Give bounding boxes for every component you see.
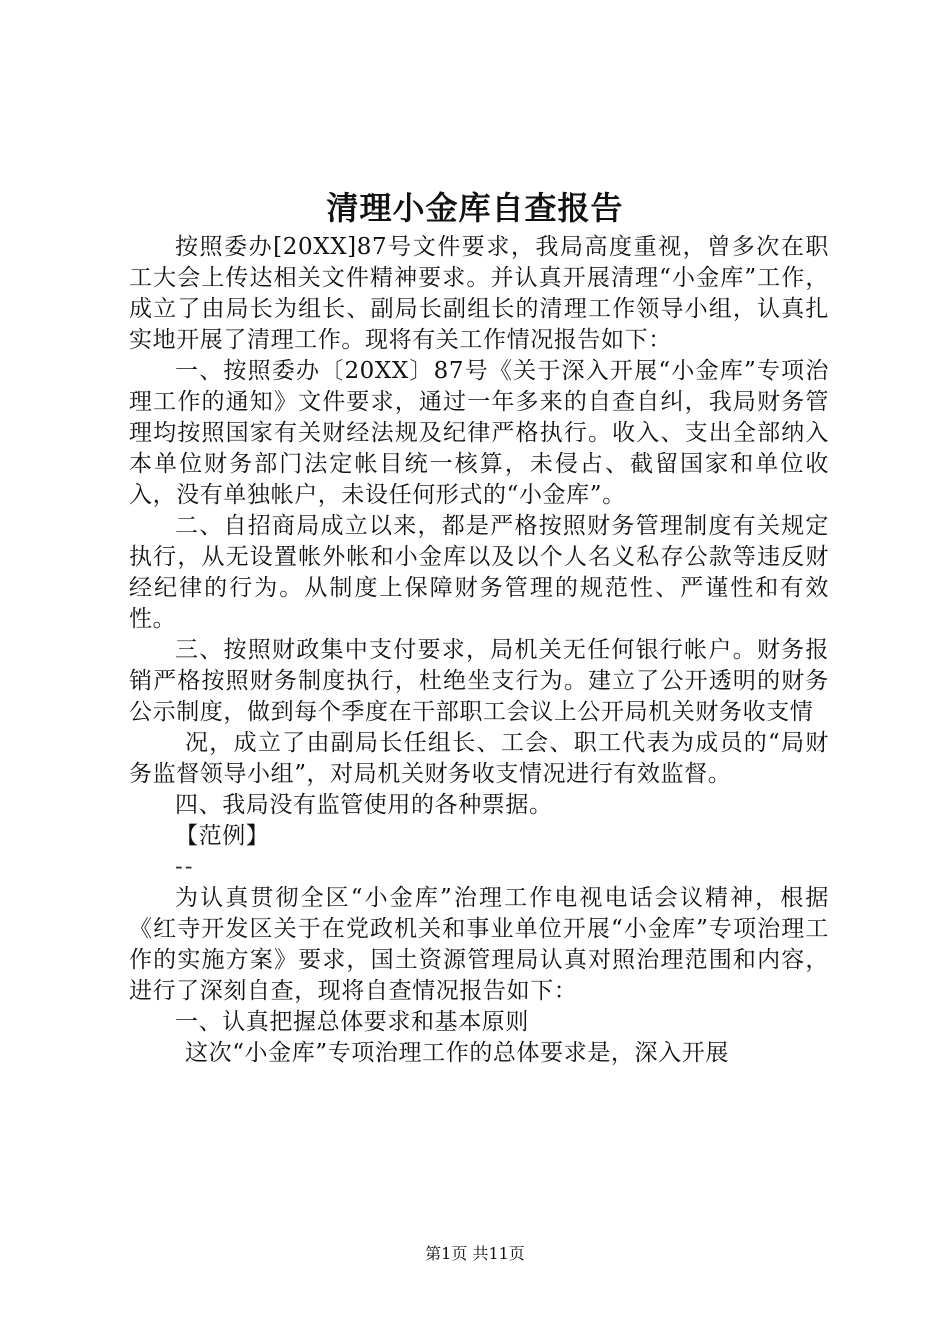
page-footer: 第1页 共11页 — [425, 1244, 525, 1263]
paragraph-example-body: 这次“小金库”专项治理工作的总体要求是，深入开展 — [185, 1040, 729, 1066]
paragraph-item-4: 四、我局没有监管使用的各种票据。 — [175, 792, 553, 818]
document-title: 清理小金库自查报告 — [326, 189, 624, 227]
paragraph-item-1: 一、按照委办〔20XX〕87号《关于深入开展“小金库”专项治理工作的通知》文件要求，通过一年多来的自查自纠，我局财务管理均按照国家有关财经法规及纪律严格执行。收入、支出全部纳入本单位财务部门法定帐目统一核算，未侵占、截留国家和单位收入，没有单独帐户，未设任何形式的“小金库”。 — [129, 358, 829, 508]
paragraph-item-3-continued: 况，成立了由副局长任组长、工会、职工代表为成员的“局财务监督领导小组”，对局机关财务收支情况进行有效监督。 — [129, 730, 829, 787]
example-heading: 【范例】 — [175, 823, 270, 849]
paragraph-item-2: 二、自招商局成立以来，都是严格按照财务管理制度有关规定执行，从无设置帐外帐和小金库以及以个人名义私存公款等违反财经纪律的行为。从制度上保障财务管理的规范性、严谨性和有效性。 — [129, 513, 829, 632]
paragraph-item-3: 三、按照财政集中支付要求，局机关无任何银行帐户。财务报销严格按照财务制度执行，杜绝坐支行为。建立了公开透明的财务公示制度，做到每个季度在干部职工会议上公开局机关财务收支情 — [129, 637, 829, 725]
separator-dashes: -- — [175, 854, 195, 880]
document-body — [129, 232, 829, 1069]
paragraph-example-intro: 为认真贯彻全区“小金库”治理工作电视电话会议精神，根据《红寺开发区关于在党政机关和事业单位开展“小金库”专项治理工作的实施方案》要求，国土资源管理局认真对照治理范围和内容，进行了深刻自查，现将自查情况报告如下： — [129, 885, 829, 1004]
paragraph-intro: 按照委办[20XX]87号文件要求，我局高度重视，曾多次在职工大会上传达相关文件精神要求。并认真开展清理“小金库”工作，成立了由局长为组长、副局长副组长的清理工作领导小组，认真扎实地开展了清理工作。现将有关工作情况报告如下： — [129, 234, 829, 353]
section-heading-1: 一、认真把握总体要求和基本原则 — [175, 1009, 529, 1035]
